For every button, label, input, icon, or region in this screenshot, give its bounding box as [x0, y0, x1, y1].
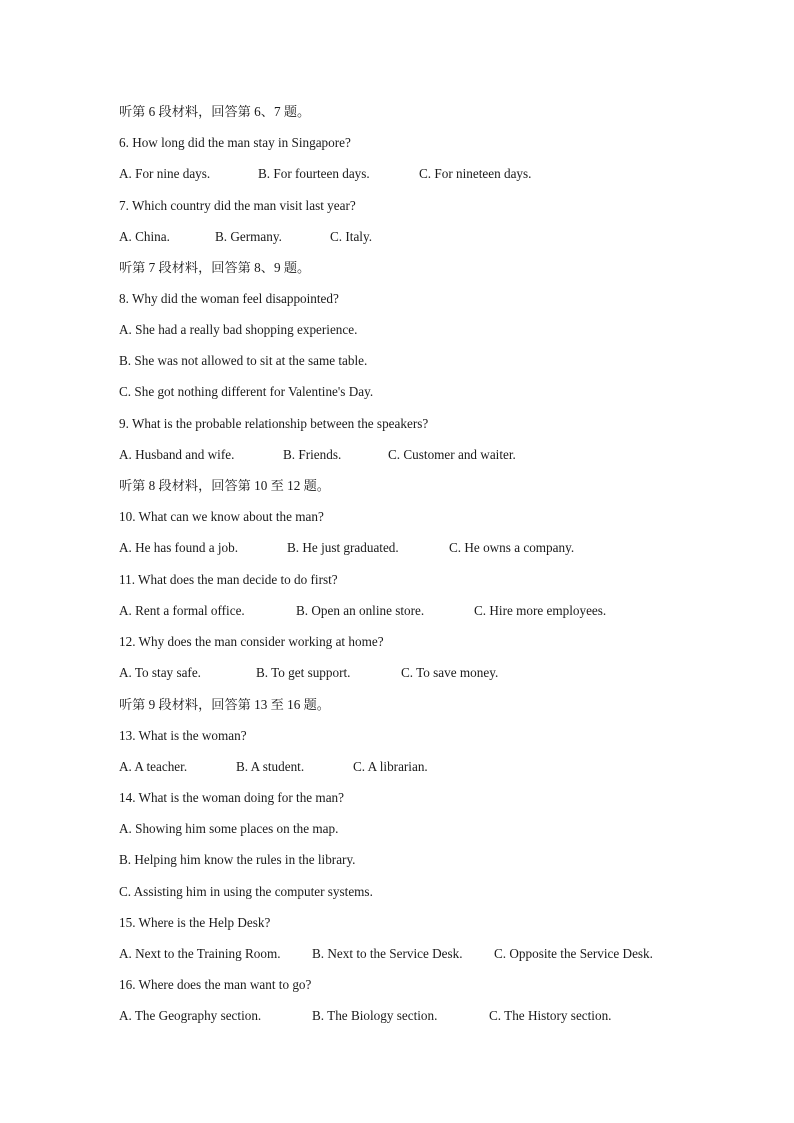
question-12: 12. Why does the man consider working at home? — [119, 634, 384, 649]
option-a: A. Rent a formal office. — [119, 603, 245, 618]
question-14-option-c: C. Assisting him in using the computer systems. — [119, 884, 373, 899]
option-b: B. For fourteen days. — [258, 166, 370, 181]
question-11: 11. What does the man decide to do first? — [119, 572, 338, 587]
question-16: 16. Where does the man want to go? — [119, 977, 312, 992]
option-b: B. The Biology section. — [312, 1008, 438, 1023]
question-7: 7. Which country did the man visit last year? — [119, 198, 356, 213]
option-b: B. Friends. — [283, 447, 342, 462]
option-a: A. A teacher. — [119, 759, 188, 774]
question-14: 14. What is the woman doing for the man? — [119, 790, 344, 805]
section-header: 听第 9 段材料，回答第 13 至 16 题。 — [119, 697, 330, 712]
option-b: B. Next to the Service Desk. — [312, 946, 463, 961]
option-a: A. Next to the Training Room. — [119, 946, 281, 961]
option-c: C. Opposite the Service Desk. — [494, 946, 653, 961]
section-header: 听第 7 段材料，回答第 8、9 题。 — [119, 260, 311, 275]
question-14-option-a: A. Showing him some places on the map. — [119, 821, 339, 836]
question-14-option-b: B. Helping him know the rules in the library. — [119, 852, 356, 867]
option-c: C. Hire more employees. — [474, 603, 607, 618]
option-c: C. A librarian. — [353, 759, 428, 774]
option-b: B. A student. — [236, 759, 305, 774]
question-8-option-b: B. She was not allowed to sit at the same table. — [119, 353, 368, 368]
option-c: C. Customer and waiter. — [388, 447, 516, 462]
option-c: C. Italy. — [330, 229, 372, 244]
question-8-option-c: C. She got nothing different for Valentine's Day. — [119, 384, 374, 399]
section-header: 听第 8 段材料，回答第 10 至 12 题。 — [119, 478, 330, 493]
option-c: C. He owns a company. — [449, 540, 575, 555]
question-10: 10. What can we know about the man? — [119, 509, 324, 524]
option-b: B. To get support. — [256, 665, 351, 680]
option-a: A. Husband and wife. — [119, 447, 235, 462]
option-b: B. He just graduated. — [287, 540, 399, 555]
option-a: A. China. — [119, 229, 170, 244]
option-b: B. Germany. — [215, 229, 282, 244]
question-6: 6. How long did the man stay in Singapore? — [119, 135, 351, 150]
option-a: A. The Geography section. — [119, 1008, 262, 1023]
option-a: A. He has found a job. — [119, 540, 239, 555]
question-13: 13. What is the woman? — [119, 728, 247, 743]
option-c: C. To save money. — [401, 665, 499, 680]
question-8: 8. Why did the woman feel disappointed? — [119, 291, 339, 306]
option-a: A. For nine days. — [119, 166, 211, 181]
question-8-option-a: A. She had a really bad shopping experience. — [119, 322, 358, 337]
section-header: 听第 6 段材料，回答第 6、7 题。 — [119, 104, 311, 119]
option-c: C. The History section. — [489, 1008, 612, 1023]
question-9: 9. What is the probable relationship between the speakers? — [119, 416, 429, 431]
option-b: B. Open an online store. — [296, 603, 425, 618]
option-a: A. To stay safe. — [119, 665, 201, 680]
option-c: C. For nineteen days. — [419, 166, 532, 181]
question-15: 15. Where is the Help Desk? — [119, 915, 271, 930]
